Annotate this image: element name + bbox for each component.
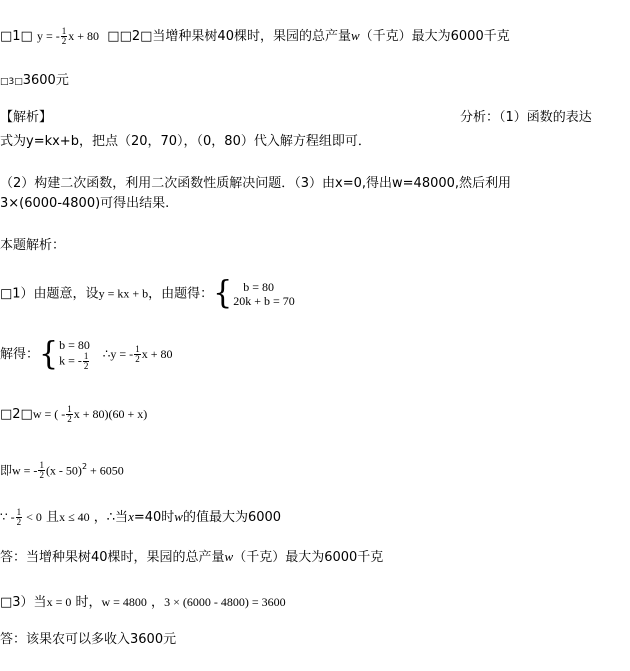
since-minus: ∵ -	[0, 510, 15, 524]
step1b-fraction: $\frac{1}{2}$	[135, 344, 140, 364]
step3-eq3: 3 × (6000 - 4800) = 3600	[164, 595, 286, 609]
step2c-lt0: < 0	[23, 510, 42, 524]
answer2-text: 当增种果树40棵时，果园的总产量	[152, 29, 351, 44]
part3-marker: □3□	[0, 77, 23, 87]
step1-prefix: □1）由题意，设	[0, 286, 99, 302]
step2b-eq: (x - 50)	[45, 463, 82, 478]
step1-mid: ，由题得：	[148, 286, 214, 302]
step2c-f: =40时	[133, 510, 175, 525]
step2b-fraction: $\frac{1}{2}$	[39, 460, 44, 481]
part1-marker: □1□	[0, 29, 33, 44]
step2b-prefix: 即w = -	[0, 463, 38, 478]
answer-line-1	[0, 27, 510, 46]
solution-step-2b	[0, 458, 124, 480]
solution-step-1	[0, 275, 295, 312]
step2c-when: ，∴当	[89, 510, 129, 525]
therefore-y: ∴y = -	[102, 347, 134, 361]
step2b-exponent: 2	[81, 462, 88, 471]
step1-system: b = 80 20k + b = 70	[233, 280, 295, 308]
step1b-rhs: x + 80	[141, 347, 173, 361]
step2c-w: w	[174, 509, 183, 524]
answer3-text: 3600元	[22, 73, 69, 88]
step3-comma: ，	[146, 595, 165, 610]
solved-label: 解得：	[0, 347, 40, 362]
step2c-x: x	[128, 509, 134, 524]
solution-title: 本题解析：	[0, 238, 66, 253]
answer2-unit: （千克）最大为6000千克	[359, 29, 510, 44]
answer1-rhs: x + 80	[68, 29, 100, 43]
step2c-condition: x ≤ 40	[59, 510, 90, 524]
analysis-line-2: 式为y=kx+b，把点（20，70），（0，80）代入解方程组即可．	[0, 134, 371, 149]
solution-step-1b	[0, 335, 173, 373]
answer-step-2	[0, 548, 383, 567]
answer-step-3: 答：该果农可以多收入3600元	[0, 632, 177, 647]
answer2-prefix: 答：当增种果树40棵时，果园的总产量	[0, 550, 225, 565]
analysis-lead: 分析：（1）函数的表达	[460, 110, 592, 125]
analysis-heading: 【解析】	[0, 110, 53, 125]
solution-step-2c	[0, 508, 281, 527]
step2-eq-a: w = ( -	[32, 407, 66, 421]
step1b-brace: {	[39, 335, 59, 373]
step3-eq2: w = 4800	[101, 595, 147, 609]
answer2-w-var: w	[224, 549, 234, 564]
answer2-suffix: （千克）最大为6000千克	[233, 550, 384, 565]
step3-eq1: x = 0	[46, 595, 72, 609]
step3-prefix: □3）当	[0, 595, 47, 610]
analysis-line-4: 3×(6000-4800)可得出结果.	[0, 196, 170, 211]
part2-marker: □□2□	[107, 29, 153, 44]
solution-step-2	[0, 405, 147, 424]
answer2-w: w	[350, 28, 360, 43]
step1b-system: b = 80 k = - $\frac{1}{2}$	[59, 338, 90, 371]
answer1-fraction: $\frac{1}{2}$	[61, 26, 67, 46]
answer1-lhs: y = -	[36, 29, 60, 43]
step3-mid: 时，	[71, 595, 102, 610]
step2-fraction: $\frac{1}{2}$	[67, 404, 72, 424]
step2-eq-b: x + 80)(60 + x)	[73, 407, 148, 421]
step2-prefix: □2□	[0, 407, 33, 422]
step2c-fraction: $\frac{1}{2}$	[16, 507, 22, 527]
step1-brace: {	[213, 275, 233, 312]
solution-step-3	[0, 593, 286, 612]
step1-equation: y = kx + b	[98, 286, 149, 301]
answer-line-2	[0, 72, 69, 91]
analysis-line-3: （2）构建二次函数，利用二次函数性质解决问题．（3）由x=0,得出w=48000,然后利用	[0, 176, 512, 191]
step2b-tail: + 6050	[87, 463, 124, 478]
step2c-max: 的值最大为6000	[182, 510, 282, 525]
step2c-and: 且	[41, 510, 60, 525]
